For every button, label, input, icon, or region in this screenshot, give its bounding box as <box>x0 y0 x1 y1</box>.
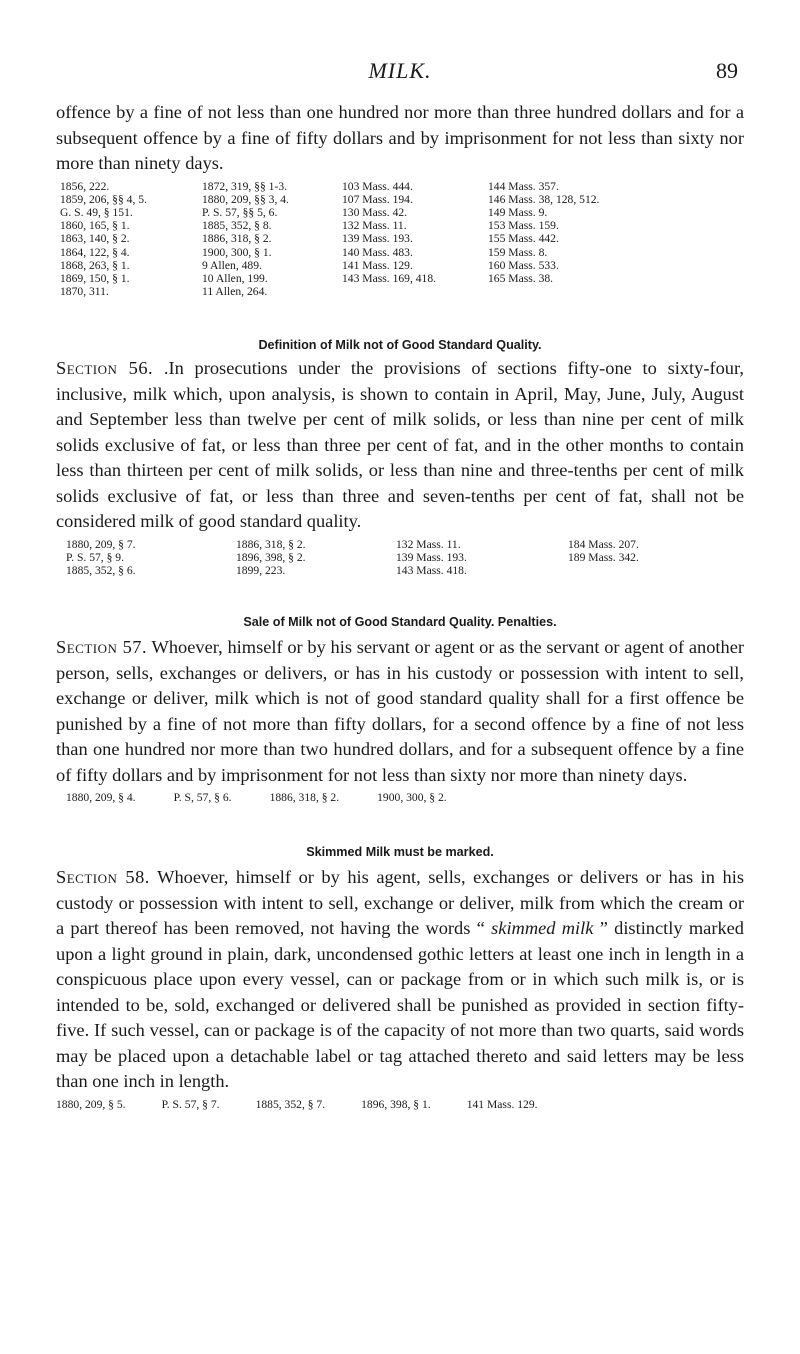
citation: 1880, 209, § 4. <box>66 791 136 805</box>
section-label: Section 56. <box>56 358 154 379</box>
citation: 1885, 352, § 7. <box>255 1097 326 1111</box>
citation: 1880, 209, §§ 3, 4. <box>202 192 289 206</box>
intro-paragraph: offence by a fine of not less than one hundred nor more than three hundred dollars and for a subsequent offence by a fine of fifty dollars and by imprisonment for not less than sixty nor more than ninety days. <box>56 102 744 173</box>
citation: G. S. 49, § 151. <box>60 205 133 219</box>
citation: 184 Mass. 207. <box>568 537 639 551</box>
citation: 1886, 318, § 2. <box>269 791 340 805</box>
section-text: Whoever, himself or by his agent, sells, exchanges or delivers or has in his custody or possession with intent to sell, exchange or deliver, milk from which the cream or a part thereof has been removed, not having the words “ <box>56 867 744 939</box>
citation: 1880, 209, § 5. <box>56 1097 126 1111</box>
section-text: ” distinctly marked upon a light ground in plain, dark, uncondensed gothic letters at least one inch in length in a conspicuous place upon every vessel, can or package from or in which such milk is, or is intended to be, sold, exchanged or delivered shall be punished as provided in section fifty-five. If such vessel, can or package is of the capacity of not more than two quarts, said words may be placed upon a detachable label or tag attached thereto and said letters may be less than one inch in length. <box>56 918 744 1092</box>
section-57-paragraph <box>56 635 744 788</box>
citation: 132 Mass. 11. <box>396 537 461 551</box>
citation: 1896, 398, § 2. <box>236 551 306 565</box>
section-text: .In prosecutions under the provisions of sections fifty-one to sixty-four, inclusive, milk which, upon analysis, is shown to contain in April, May, June, July, August and September less than twelve per cent of milk solids, or less than nine per cent of milk solids exclusive of fat, or less than three per cent of fat, and in the other months to contain less than thirteen per cent of milk solids, or less than nine and three-tenths per cent of milk solids exclusive of fat, or less than three and seven-tenths per cent of fat, shall not be considered milk of good standard quality. <box>56 358 744 532</box>
citation-column <box>568 538 728 578</box>
citation: 139 Mass. 193. <box>342 232 413 246</box>
section-57-citations <box>66 791 744 805</box>
running-head <box>0 58 800 88</box>
citation: 143 Mass. 418. <box>396 564 467 578</box>
section-text: Whoever, himself or by his servant or agent or as the servant or agent of another person, sells, exchanges or delivers, or has in his custody or possession with intent to sell, exchange or deliver, milk which is not of good standard quality shall for a first offence be punished by a fine of not more than fifty dollars, for a second offence by a fine of not less than one hundred nor more than two hundred dollars, and for a subsequent offence by a fine of fifty dollars and by imprisonment for not less than sixty nor more than ninety days. <box>56 637 744 785</box>
section-label: Section 58. <box>56 867 150 888</box>
section-56-heading: Definition of Milk not of Good Standard Quality. <box>258 338 542 353</box>
citation: 1886, 318, § 2. <box>202 232 272 246</box>
section-57-heading: Sale of Milk not of Good Standard Quality. Penalties. <box>243 615 557 630</box>
citation: 10 Allen, 199. <box>202 271 268 285</box>
citation: P. S. 57, § 7. <box>161 1097 220 1111</box>
citation: 132 Mass. 11. <box>342 219 407 233</box>
citation: 139 Mass. 193. <box>396 551 467 565</box>
citation: 11 Allen, 264. <box>202 285 268 299</box>
citation: 107 Mass. 194. <box>342 192 413 206</box>
citation: 1863, 140, § 2. <box>60 232 130 246</box>
citation: 141 Mass. 129. <box>342 258 413 272</box>
citation: 160 Mass. 533. <box>488 258 559 272</box>
citation: 141 Mass. 129. <box>466 1097 538 1111</box>
section-58-citations <box>56 1098 744 1112</box>
citation-column <box>202 180 342 299</box>
citation-column <box>60 180 202 299</box>
citation-column <box>236 538 396 578</box>
citation: 1900, 300, § 2. <box>377 791 447 805</box>
citation: 159 Mass. 8. <box>488 245 548 259</box>
citation: 1885, 352, § 8. <box>202 219 272 233</box>
citation-column <box>66 538 236 578</box>
citation: 9 Allen, 489. <box>202 258 262 272</box>
citation: 1872, 319, §§ 1-3. <box>202 179 288 193</box>
citation: P. S. 57, §§ 5, 6. <box>202 205 278 219</box>
citation: 149 Mass. 9. <box>488 205 548 219</box>
citation: 146 Mass. 38, 128, 512. <box>488 192 600 206</box>
citation: 1886, 318, § 2. <box>236 537 306 551</box>
section-56-citations <box>66 538 744 578</box>
citation: 1864, 122, § 4. <box>60 245 130 259</box>
citation: 1896, 398, § 1. <box>361 1097 431 1111</box>
citation: 1880, 209, § 7. <box>66 537 136 551</box>
citation: P. S. 57, § 9. <box>66 551 124 565</box>
citation: 155 Mass. 442. <box>488 232 559 246</box>
citation-column <box>396 538 568 578</box>
citation: 1856, 222. <box>60 179 110 193</box>
citation: 1899, 223. <box>236 564 286 578</box>
citation: 1885, 352, § 6. <box>66 564 136 578</box>
citation: 153 Mass. 159. <box>488 219 559 233</box>
citation-column <box>342 180 488 299</box>
citation: 130 Mass. 42. <box>342 205 408 219</box>
citation: 144 Mass. 357. <box>488 179 559 193</box>
citation-column <box>488 180 638 299</box>
section-56-paragraph <box>56 356 744 535</box>
running-title: MILK. <box>368 58 432 83</box>
page-number: 89 <box>716 58 738 83</box>
citation: 1860, 165, § 1. <box>60 219 130 233</box>
citation: 140 Mass. 483. <box>342 245 413 259</box>
intro-citations <box>60 180 744 299</box>
section-58-heading: Skimmed Milk must be marked. <box>306 845 494 860</box>
citation: 103 Mass. 444. <box>342 179 413 193</box>
citation: 1859, 206, §§ 4, 5. <box>60 192 147 206</box>
citation: 1870, 311. <box>60 285 109 299</box>
citation: 1868, 263, § 1. <box>60 258 130 272</box>
page-content <box>56 100 744 1112</box>
citation: 1869, 150, § 1. <box>60 271 130 285</box>
citation: 143 Mass. 169, 418. <box>342 271 437 285</box>
citation: 1900, 300, § 1. <box>202 245 272 259</box>
citation: 165 Mass. 38. <box>488 271 554 285</box>
section-58-paragraph <box>56 865 744 1095</box>
section-label: Section 57. <box>56 637 148 658</box>
citation: 189 Mass. 342. <box>568 551 639 565</box>
citation: P. S, 57, § 6. <box>173 791 232 805</box>
emphasized-term: skimmed milk <box>491 918 594 939</box>
